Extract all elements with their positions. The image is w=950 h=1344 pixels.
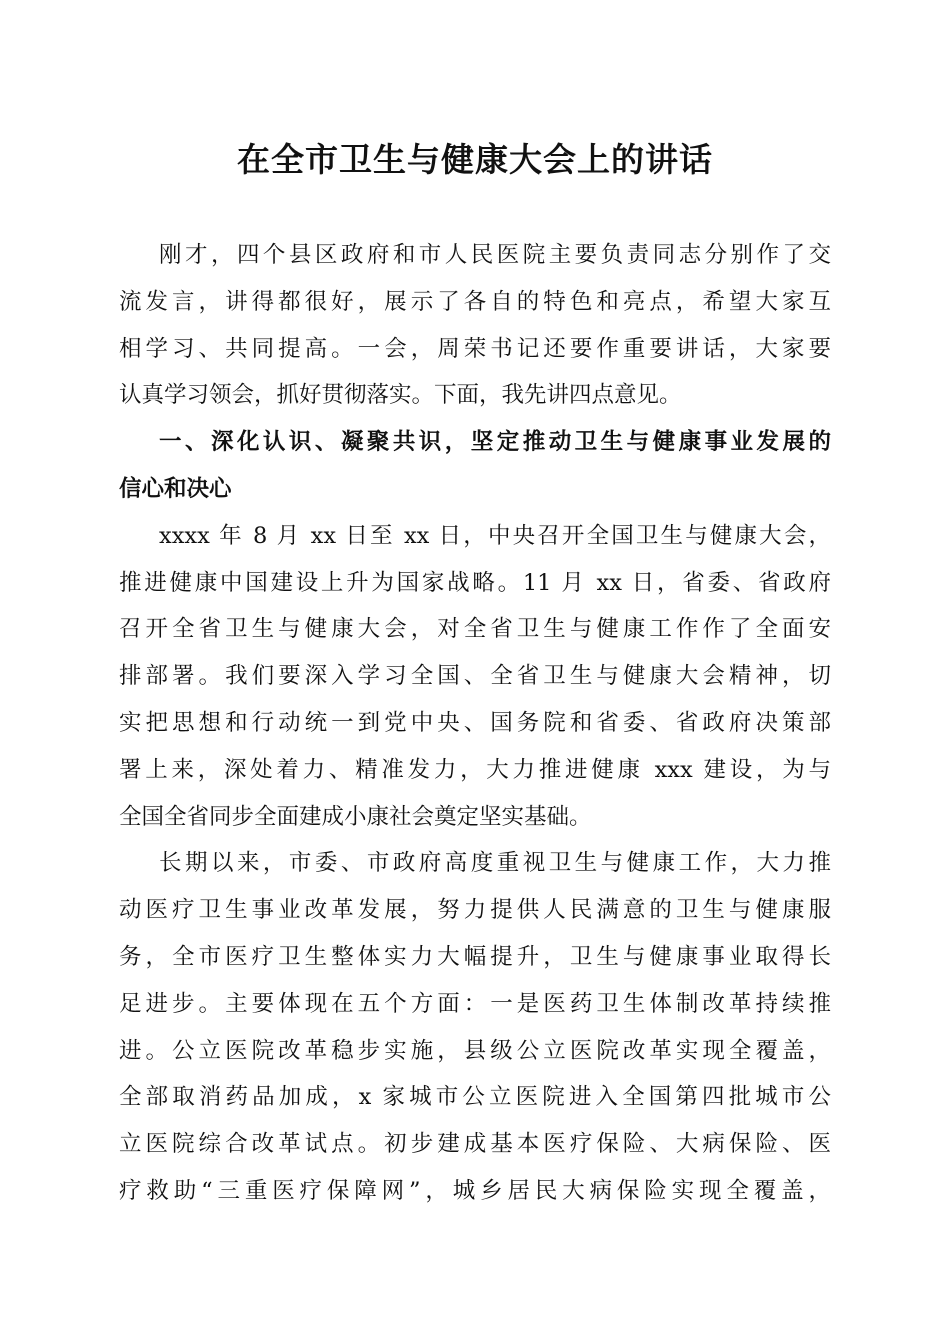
text-line: 动医疗卫生事业改革发展，努力提供人民满意的卫生与健康服 bbox=[119, 897, 831, 924]
text-line: 署上来，深处着力、精准发力，大力推进健康 xxx 建设，为与 bbox=[119, 756, 831, 783]
text-line: 召开全省卫生与健康大会，对全省卫生与健康工作作了全面安 bbox=[119, 616, 831, 643]
text-line: 务，全市医疗卫生整体实力大幅提升，卫生与健康事业取得长 bbox=[119, 943, 831, 970]
heading-line: 一、深化认识、凝聚共识，坚定推动卫生与健康事业发展的 bbox=[159, 429, 831, 456]
text-line: 实把思想和行动统一到党中央、国务院和省委、省政府决策部 bbox=[119, 709, 831, 736]
text-line: 相学习、共同提高。一会，周荣书记还要作重要讲话，大家要 bbox=[119, 335, 831, 362]
text-line: 全国全省同步全面建成小康社会奠定坚实基础。 bbox=[119, 803, 592, 830]
text-line: 足进步。主要体现在五个方面：一是医药卫生体制改革持续推 bbox=[119, 990, 831, 1017]
paragraph-intro bbox=[119, 232, 831, 419]
text-line: xxxx 年 8 月 xx 日至 xx 日，中央召开全国卫生与健康大会， bbox=[159, 522, 831, 549]
text-line: 全部取消药品加成，x 家城市公立医院进入全国第四批城市公 bbox=[119, 1084, 831, 1111]
text-line: 认真学习领会，抓好贯彻落实。下面，我先讲四点意见。 bbox=[119, 382, 682, 409]
heading-line: 信心和决心 bbox=[119, 475, 232, 502]
paragraph-national-conference bbox=[119, 513, 831, 841]
text-line: 立医院综合改革试点。初步建成基本医疗保险、大病保险、医 bbox=[119, 1131, 831, 1158]
section-heading bbox=[119, 419, 831, 513]
document-title: 在全市卫生与健康大会上的讲话 bbox=[237, 140, 713, 179]
paragraph-achievements bbox=[119, 840, 831, 1214]
text-line: 排部署。我们要深入学习全国、全省卫生与健康大会精神，切 bbox=[119, 663, 831, 690]
text-line: 流发言，讲得都很好，展示了各自的特色和亮点，希望大家互 bbox=[119, 288, 831, 315]
text-line: 推进健康中国建设上升为国家战略。11 月 xx 日，省委、省政府 bbox=[119, 569, 831, 596]
document-body bbox=[119, 232, 831, 1215]
text-line: 疗救助“三重医疗保障网”，城乡居民大病保险实现全覆盖， bbox=[119, 1177, 831, 1204]
text-line: 进。公立医院改革稳步实施，县级公立医院改革实现全覆盖， bbox=[119, 1037, 831, 1064]
text-line: 长期以来，市委、市政府高度重视卫生与健康工作，大力推 bbox=[159, 850, 831, 877]
text-line: 刚才，四个县区政府和市人民医院主要负责同志分别作了交 bbox=[159, 242, 831, 268]
